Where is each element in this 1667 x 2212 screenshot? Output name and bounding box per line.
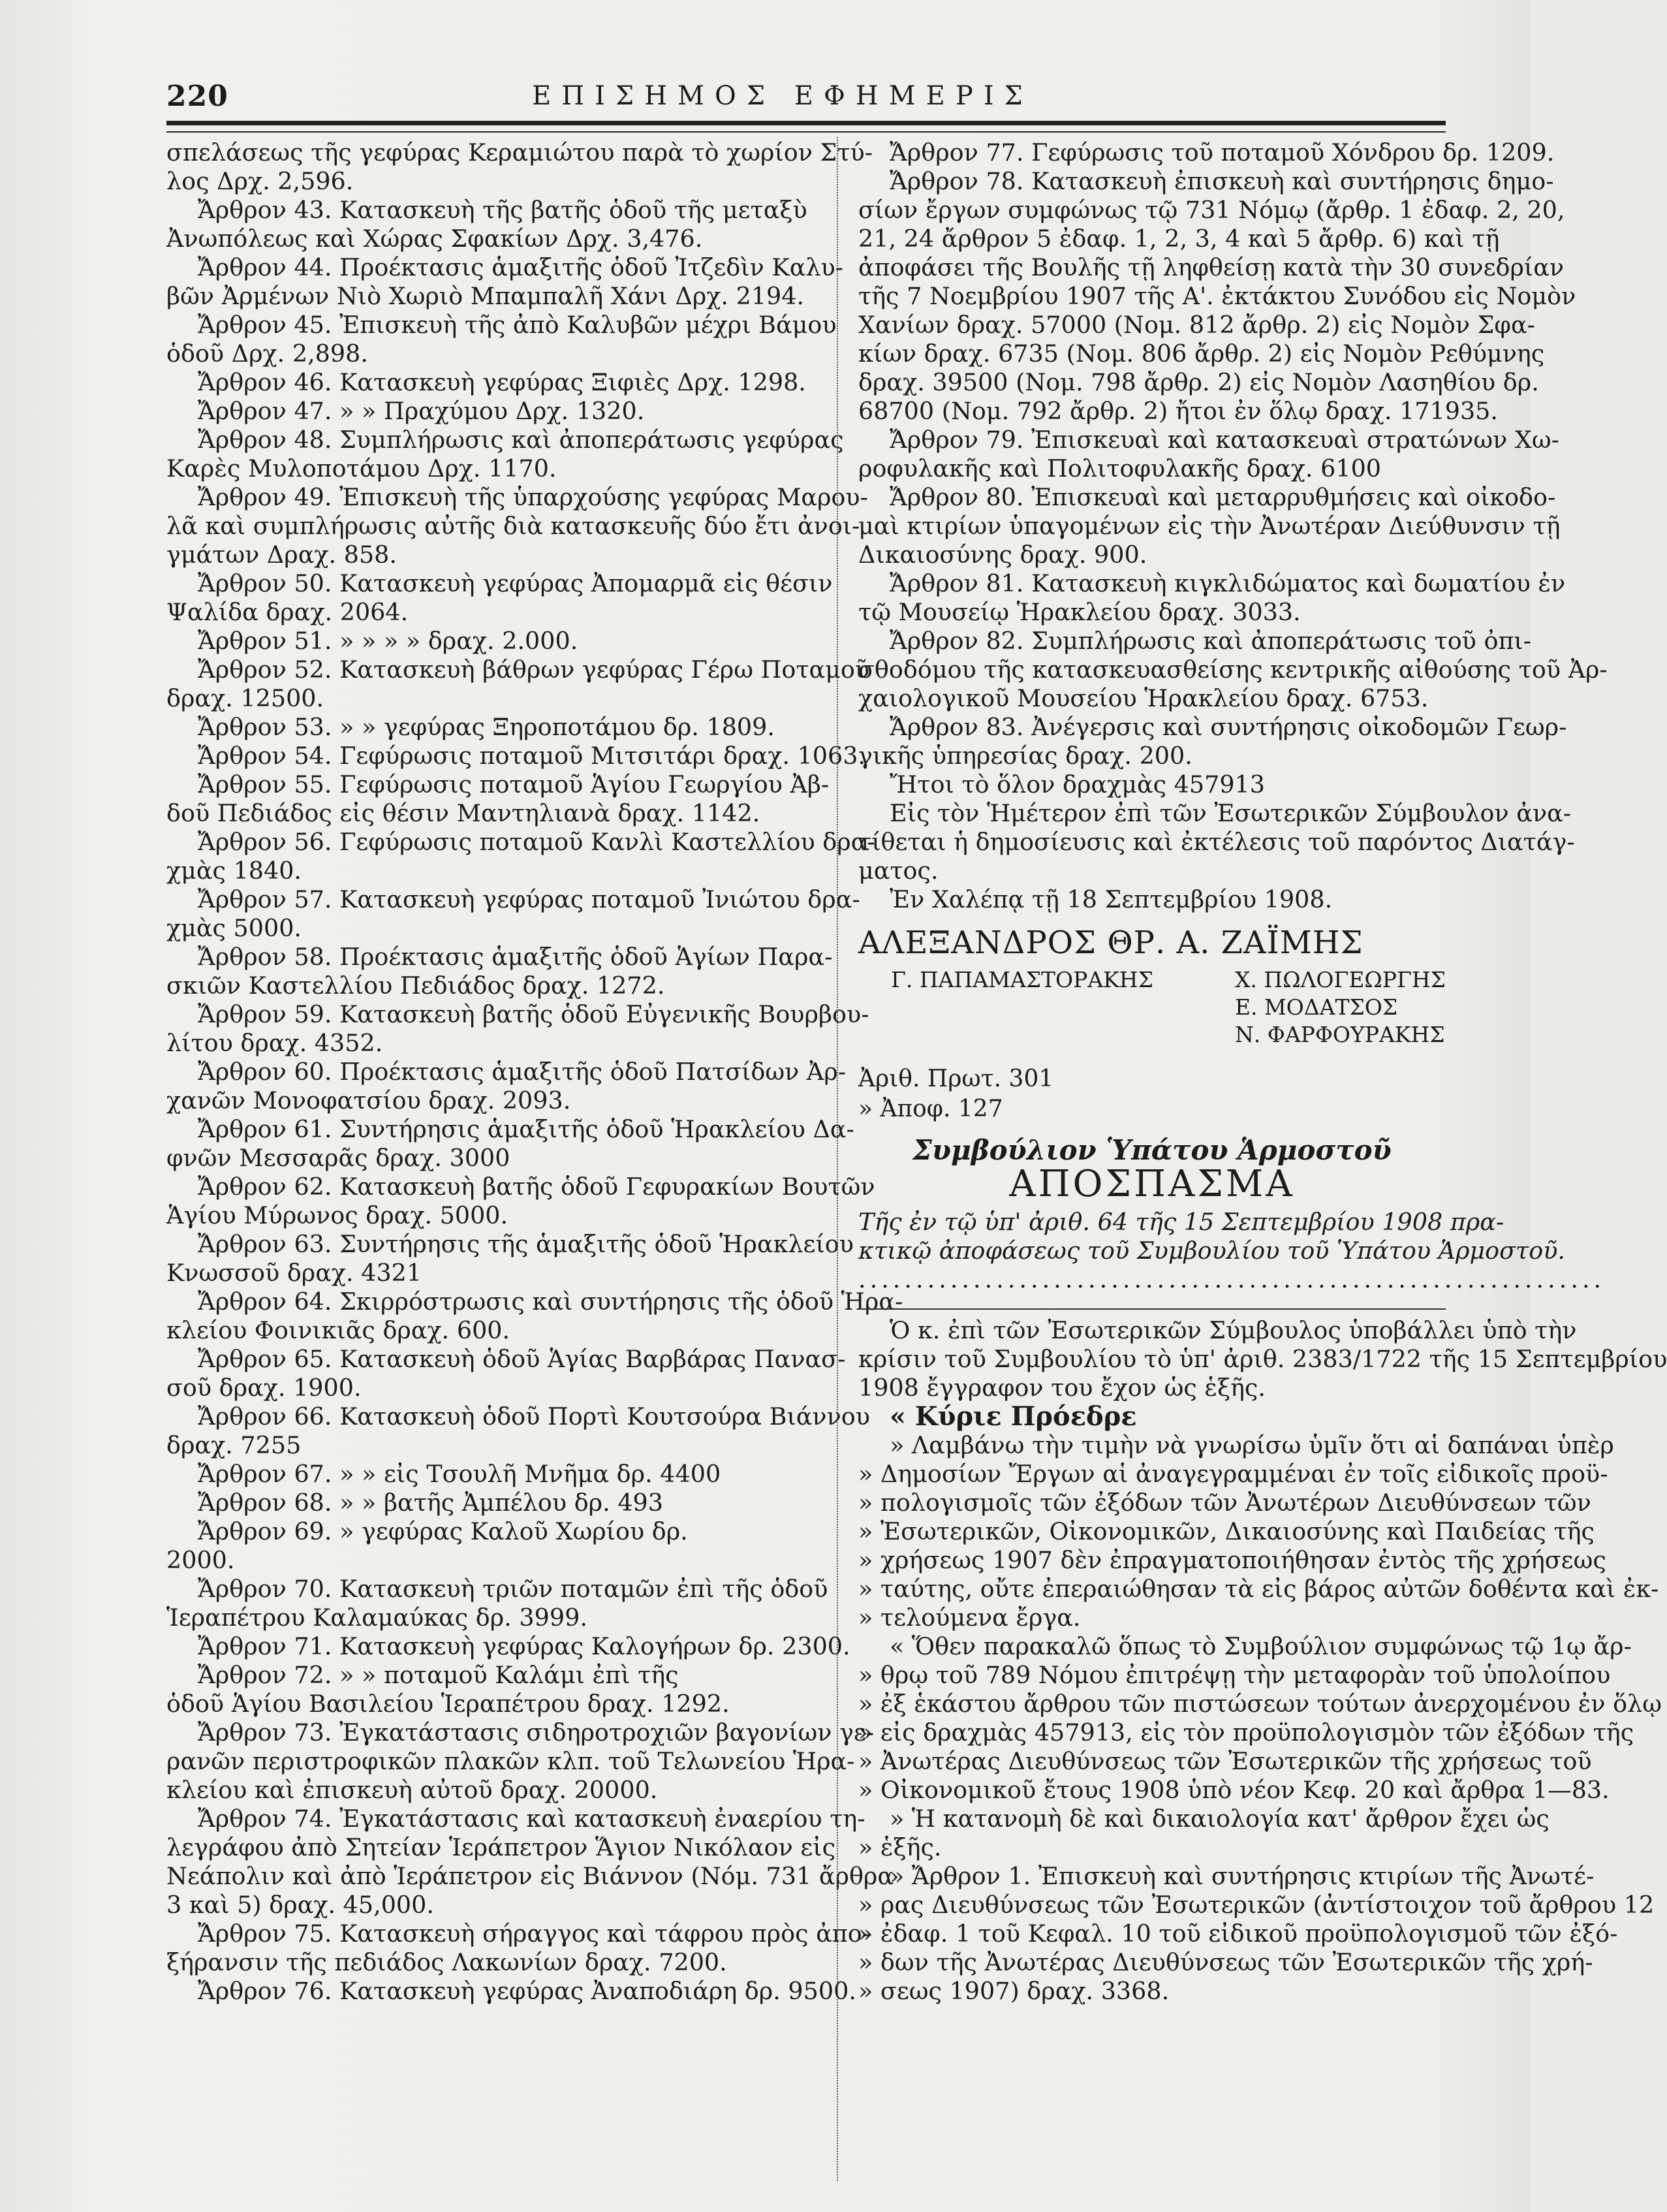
- page-number: 220: [166, 80, 228, 113]
- text-line: δραχ. 12500.: [166, 684, 324, 712]
- text-line: Νεάπολιν καὶ ἀπὸ Ἱεράπετρον εἰς Βιάννον (Νόμ. 731 ἄρθρα: [166, 1862, 894, 1890]
- text-line: Ἄρθρον 72. » » ποταμοῦ Καλάμι ἐπὶ τῆς: [198, 1661, 679, 1689]
- text-line: Ἱεραπέτρου Καλαμαύκας δρ. 3999.: [166, 1604, 587, 1632]
- text-line: Κνωσσοῦ δραχ. 4321: [166, 1259, 422, 1287]
- page-header: [166, 80, 1446, 125]
- signatory: Ε. ΜΟΔΑΤΣΟΣ: [1234, 994, 1398, 1020]
- text-line: Ἄρθρον 77. Γεφύρωσις τοῦ ποταμοῦ Χόνδρου δρ. 1209.: [890, 138, 1555, 166]
- text-line: φνῶν Μεσσαρᾶς δραχ. 3000: [166, 1144, 510, 1172]
- text-line: Ἄρθρον 75. Κατασκευὴ σήραγγος καὶ τάφρου πρὸς ἀπο-: [198, 1920, 871, 1948]
- text-line: Ἄρθρον 44. Προέκτασις ἁμαξιτῆς ὁδοῦ Ἰτζεδὶν Καλυ-: [198, 253, 843, 281]
- text-line: Ἀνωπόλεως καὶ Χώρας Σφακίων Δρχ. 3,476.: [166, 225, 703, 253]
- text-line: σπελάσεως τῆς γεφύρας Κεραμιώτου παρὰ τὸ χωρίον Στύ-: [166, 138, 873, 166]
- text-line: Ἄρθρον 63. Συντήρησις τῆς ἁμαξιτῆς ὁδοῦ Ἡρακλείου: [198, 1230, 854, 1258]
- text-line: Ἄρθρον 82. Συμπλήρωσις καὶ ἀποπεράτωσις τοῦ ὀπι-: [890, 627, 1532, 655]
- text-line: λος Δρχ. 2,596.: [166, 167, 354, 195]
- text-line: Ἄρθρον 65. Κατασκευὴ ὁδοῦ Ἁγίας Βαρβάρας Πανασ-: [198, 1345, 846, 1373]
- text-line: τῆς 7 Νοεμβρίου 1907 τῆς Α'. ἐκτάκτου Συνόδου εἰς Νομὸν: [858, 282, 1576, 310]
- text-line: σίων ἔργων συμφώνως τῷ 731 Νόμῳ (ἄρθρ. 1 ἐδαφ. 2, 20,: [858, 196, 1565, 224]
- text-line: σκιῶν Καστελλίου Πεδιάδος δραχ. 1272.: [166, 972, 665, 1000]
- text-line: » Ἀνωτέρας Διευθύνσεως τῶν Ἐσωτερικῶν τῆς χρήσεως τοῦ: [858, 1747, 1592, 1775]
- text-line: λίτου δραχ. 4352.: [166, 1029, 383, 1057]
- excerpt-body: [858, 1316, 1667, 1402]
- text-line: » τελούμενα ἔργα.: [858, 1604, 1081, 1632]
- letter-body: [858, 1431, 1662, 2006]
- text-line: 68700 (Νομ. 792 ἄρθρ. 2) ἤτοι ἐν ὅλῳ δραχ. 171935.: [858, 397, 1499, 425]
- excerpt-title: ΑΠΟΣΠΑΣΜΑ: [1009, 1163, 1295, 1205]
- text-line: σοῦ δραχ. 1900.: [166, 1374, 362, 1402]
- salutation: « Κύριε Πρόεδρε: [890, 1401, 1137, 1432]
- text-line: » ἐξ ἑκάστου ἄρθρου τῶν πιστώσεων τούτων ἀνερχομένου ἐν ὅλῳ: [858, 1690, 1662, 1718]
- text-line: μαὶ κτιρίων ὑπαγομένων εἰς τὴν Ἀνωτέραν Διεύθυνσιν τῇ: [858, 512, 1561, 540]
- signatories: [858, 966, 1446, 1049]
- text-line: Ἄρθρον 66. Κατασκευὴ ὁδοῦ Πορτὶ Κουτσούρα Βιάννου: [198, 1402, 870, 1430]
- text-line: » Ἐσωτερικῶν, Οἰκονομικῶν, Δικαιοσύνης καὶ Παιδείας τῆς: [858, 1517, 1595, 1545]
- text-line: λεγράφου ἀπὸ Σητείαν Ἱεράπετρον Ἅγιον Νικόλαον εἰς: [166, 1833, 836, 1861]
- header-rule: [166, 121, 1446, 133]
- text-line: χμὰς 5000.: [166, 914, 302, 942]
- text-line: Δικαιοσύνης δραχ. 900.: [858, 541, 1147, 569]
- text-line: Ἄρθρον 47. » » Πραχύμου Δρχ. 1320.: [198, 397, 645, 425]
- text-line: Ἄρθρον 61. Συντήρησις ἁμαξιτῆς ὁδοῦ Ἡρακλείου Δα-: [198, 1115, 854, 1143]
- text-line: « Ὅθεν παρακαλῶ ὅπως τὸ Συμβούλιον συμφώνως τῷ 1ῳ ἄρ-: [890, 1632, 1632, 1660]
- text-line: Ἄρθρον 78. Κατασκευὴ ἐπισκευὴ καὶ συντήρησις δημο-: [890, 167, 1554, 195]
- text-line: Ἄρθρον 49. Ἐπισκευὴ τῆς ὑπαρχούσης γεφύρας Μαρου-: [198, 483, 868, 511]
- text-line: τίθεται ἡ δημοσίευσις καὶ ἐκτέλεσις τοῦ παρόντος Διατάγ-: [858, 828, 1575, 856]
- excerpt-intro-line: Τῆς ἐν τῷ ὑπ' ἀριθ. 64 τῆς 15 Σεπτεμβρίου 1908 πρα-: [858, 1208, 1504, 1236]
- text-line: γικῆς ὑπηρεσίας δραχ. 200.: [858, 742, 1192, 770]
- text-line: βῶν Ἀρμένων Νιὸ Χωριὸ Μπαμπαλῆ Χάνι Δρχ. 2194.: [166, 282, 805, 310]
- text-line: κρίσιν τοῦ Συμβουλίου τὸ ὑπ' ἀριθ. 2383/1722 τῆς 15 Σεπτεμβρίου: [858, 1345, 1667, 1373]
- text-line: » χρήσεως 1907 δὲν ἐπραγματοποιήθησαν ἐντὸς τῆς χρήσεως: [858, 1546, 1606, 1574]
- column-divider: [837, 137, 838, 2181]
- right-articles: [858, 138, 1608, 914]
- text-line: σθοδόμου τῆς κατασκευασθείσης κεντρικῆς αἰθούσης τοῦ Ἀρ-: [858, 656, 1608, 684]
- text-line: » ρας Διευθύνσεως τῶν Ἐσωτερικῶν (ἀντίστοιχον τοῦ ἄρθρου 12: [858, 1891, 1655, 1919]
- text-line: 21, 24 ἄρθρον 5 ἐδαφ. 1, 2, 3, 4 καὶ 5 ἄρθρ. 6) καὶ τῇ: [858, 225, 1500, 253]
- text-line: Ὁ κ. ἐπὶ τῶν Ἐσωτερικῶν Σύμβουλος ὑποβάλλει ὑπὸ τὴν: [890, 1316, 1577, 1344]
- text-line: » σεως 1907) δραχ. 3368.: [858, 1977, 1170, 2005]
- text-line: Ἄρθρον 64. Σκιρρόστρωσις καὶ συντήρησις τῆς ὁδοῦ Ἡρα-: [198, 1288, 903, 1316]
- text-line: Ἄρθρον 59. Κατασκευὴ βατῆς ὁδοῦ Εὐγενικῆς Βουρβου-: [198, 1000, 869, 1028]
- text-line: Ἄρθρον 43. Κατασκευὴ τῆς βατῆς ὁδοῦ τῆς μεταξὺ: [198, 196, 807, 224]
- text-line: Ἄρθρον 73. Ἐγκατάστασις σιδηροτροχιῶν βαγονίων γε-: [198, 1718, 875, 1746]
- text-line: κλείου καὶ ἐπισκευὴ αὐτοῦ δραχ. 20000.: [166, 1776, 658, 1804]
- text-line: Ψαλίδα δραχ. 2064.: [166, 598, 409, 626]
- text-line: χαιολογικοῦ Μουσείου Ἡρακλείου δραχ. 6753.: [858, 684, 1429, 712]
- protocol-number: Ἀριθ. Πρωτ. 301: [858, 1066, 1054, 1092]
- text-line: Ἄρθρον 79. Ἐπισκευαὶ καὶ κατασκευαὶ στρατώνων Χω-: [890, 426, 1559, 454]
- text-line: Ἄρθρον 71. Κατασκευὴ γεφύρας Καλογήρων δρ. 2300.: [198, 1632, 850, 1660]
- text-line: » Ἡ κατανομὴ δὲ καὶ δικαιολογία κατ' ἄρθρον ἔχει ὡς: [890, 1805, 1550, 1833]
- text-line: » πολογισμοῖς τῶν ἐξόδων τῶν Ἀνωτέρων Διευθύνσεων τῶν: [858, 1489, 1591, 1517]
- text-line: Ἄρθρον 80. Ἐπισκευαὶ καὶ μεταρρυθμήσεις καὶ οἰκοδο-: [890, 483, 1556, 511]
- text-line: ρανῶν περιστροφικῶν πλακῶν κλπ. τοῦ Τελωνείου Ἡρα-: [166, 1747, 855, 1775]
- text-line: λᾶ καὶ συμπλήρωσις αὐτῆς διὰ κατασκευῆς δύο ἔτι ἀνοι-: [166, 512, 860, 540]
- text-line: Ἄρθρον 55. Γεφύρωσις ποταμοῦ Ἁγίου Γεωργίου Ἀβ-: [198, 770, 830, 798]
- dotted-separator: .................................................................: [858, 1265, 1606, 1293]
- signatories-left: [858, 966, 1153, 1049]
- text-line: » Οἰκονομικοῦ ἔτους 1908 ὑπὸ νέον Κεφ. 20 καὶ ἄρθρα 1—83.: [858, 1776, 1610, 1804]
- text-line: χμὰς 1840.: [166, 857, 302, 885]
- text-line: Ἐν Χαλέπᾳ τῇ 18 Σεπτεμβρίου 1908.: [890, 885, 1333, 913]
- text-line: Ἤτοι τὸ ὅλον δραχμὰς 457913: [890, 770, 1265, 798]
- text-line: Ἄρθρον 74. Ἐγκατάστασις καὶ κατασκευὴ ἐναερίου τη-: [198, 1805, 865, 1833]
- text-line: δραχ. 7255: [166, 1431, 302, 1459]
- text-line: ἀποφάσει τῆς Βουλῆς τῇ ληφθείσῃ κατὰ τὴν 30 συνεδρίαν: [858, 253, 1565, 281]
- text-line: Ἄρθρον 60. Προέκτασις ἁμαξιτῆς ὁδοῦ Πατσίδων Ἀρ-: [198, 1058, 847, 1086]
- text-line: » ἐδαφ. 1 τοῦ Κεφαλ. 10 τοῦ εἰδικοῦ προϋπολογισμοῦ τῶν ἐξό-: [858, 1920, 1618, 1948]
- text-line: » ταύτης, οὔτε ἐπεραιώθησαν τὰ εἰς βάρος αὐτῶν δοθέντα καὶ ἐκ-: [858, 1575, 1659, 1603]
- right-column: [858, 138, 1667, 2186]
- signatory: Γ. ΠΑΠΑΜΑΣΤΟΡΑΚΗΣ: [891, 967, 1153, 992]
- text-line: Ἄρθρον 83. Ἀνέγερσις καὶ συντήρησις οἰκοδομῶν Γεωρ-: [890, 713, 1567, 741]
- text-line: Ἄρθρον 45. Ἐπισκευὴ τῆς ἀπὸ Καλυβῶν μέχρι Βάμου: [198, 311, 837, 339]
- text-line: » Ἄρθρον 1. Ἐπισκευὴ καὶ συντήρησις κτιρίων τῆς Ἀνωτέ-: [890, 1862, 1595, 1890]
- text-line: Ἄρθρον 57. Κατασκευὴ γεφύρας ποταμοῦ Ἰνιώτου δρα-: [198, 885, 860, 913]
- text-line: Ἄρθρον 68. » » βατῆς Ἀμπέλου δρ. 493: [198, 1489, 663, 1517]
- text-line: Ἄρθρον 58. Προέκτασις ἁμαξιτῆς ὁδοῦ Ἁγίων Παρα-: [198, 943, 833, 971]
- text-line: δοῦ Πεδιάδος εἰς θέσιν Μαντηλιανὰ δραχ. 1142.: [166, 799, 760, 827]
- signatories-right: [1235, 966, 1446, 1049]
- text-line: δραχ. 39500 (Νομ. 798 ἄρθρ. 2) εἰς Νομὸν Λασηθίου δρ.: [858, 368, 1539, 396]
- text-line: κίων δραχ. 6735 (Νομ. 806 ἄρθρ. 2) εἰς Νομὸν Ρεθύμνης: [858, 340, 1545, 368]
- text-line: 3 καὶ 5) δραχ. 45,000.: [166, 1891, 434, 1919]
- text-line: » ἑξῆς.: [858, 1833, 942, 1861]
- text-line: 1908 ἔγγραφον του ἔχον ὡς ἑξῆς.: [858, 1374, 1266, 1402]
- text-line: ματος.: [858, 857, 939, 885]
- text-line: χανῶν Μονοφατσίου δραχ. 2093.: [166, 1086, 571, 1114]
- signatory: Ν. ΦΑΡΦΟΥΡΑΚΗΣ: [1234, 1022, 1445, 1047]
- text-line: Χανίων δραχ. 57000 (Νομ. 812 ἄρθρ. 2) εἰς Νομὸν Σφα-: [858, 311, 1535, 339]
- text-line: » θρῳ τοῦ 789 Νόμου ἐπιτρέψῃ τὴν μεταφορὰν τοῦ ὑπολοίπου: [858, 1661, 1611, 1689]
- text-line: ροφυλακῆς καὶ Πολιτοφυλακῆς δραχ. 6100: [858, 454, 1382, 482]
- journal-title: ΕΠΙΣΗΜΟΣ ΕΦΗΜΕΡΙΣ: [532, 81, 1033, 111]
- text-line: Ἁγίου Μύρωνος δραχ. 5000.: [166, 1201, 508, 1229]
- text-line: Ἄρθρον 56. Γεφύρωσις ποταμοῦ Κανλὶ Καστελλίου δρα-: [198, 828, 875, 856]
- text-line: Ἄρθρον 48. Συμπλήρωσις καὶ ἀποπεράτωσις γεφύρας: [198, 426, 844, 454]
- text-line: Ἄρθρον 54. Γεφύρωσις ποταμοῦ Μιτσιτάρι δραχ. 1063.: [198, 742, 866, 770]
- text-line: Ἄρθρον 51. » » » » δραχ. 2.000.: [198, 627, 578, 655]
- section-rule: [858, 1308, 1446, 1310]
- excerpt-intro-line: κτικῷ ἀποφάσεως τοῦ Συμβουλίου τοῦ Ὑπάτου Ἁρμοστοῦ.: [858, 1237, 1566, 1265]
- text-line: Ἄρθρον 62. Κατασκευὴ βατῆς ὁδοῦ Γεφυρακίων Βουτῶν: [198, 1173, 875, 1201]
- text-line: Ἄρθρον 70. Κατασκευὴ τριῶν ποταμῶν ἐπὶ τῆς ὁδοῦ: [198, 1575, 828, 1603]
- text-line: » εἰς δραχμὰς 457913, εἰς τὸν προϋπολογισμὸν τῶν ἐξόδων τῆς: [858, 1718, 1634, 1746]
- text-line: Ἄρθρον 67. » » εἰς Τσουλῆ Μνῆμα δρ. 4400: [198, 1460, 721, 1488]
- text-line: ὁδοῦ Δρχ. 2,898.: [166, 340, 368, 368]
- text-line: Ἄρθρον 53. » » γεφύρας Ξηροποτάμου δρ. 1809.: [198, 713, 775, 741]
- text-line: 2000.: [166, 1546, 235, 1574]
- text-line: ξήρανσιν τῆς πεδιάδος Λακωνίων δραχ. 7200.: [166, 1948, 727, 1976]
- text-line: Ἄρθρον 69. » γεφύρας Καλοῦ Χωρίου δρ.: [198, 1517, 688, 1545]
- text-line: » δων τῆς Ἀνωτέρας Διευθύνσεως τῶν Ἐσωτερικῶν τῆς χρή-: [858, 1948, 1593, 1976]
- text-line: Ἄρθρον 76. Κατασκευὴ γεφύρας Ἀναποδιάρη δρ. 9500.: [198, 1977, 856, 2005]
- text-line: Καρὲς Μυλοποτάμου Δρχ. 1170.: [166, 454, 557, 482]
- text-line: γμάτων Δραχ. 858.: [166, 541, 397, 569]
- council-title: Συμβούλιον Ὑπάτου Ἁρμοστοῦ: [912, 1134, 1392, 1166]
- decision-number: » Ἀποφ. 127: [858, 1096, 1003, 1122]
- text-line: κλείου Φοινικιᾶς δραχ. 600.: [166, 1316, 510, 1344]
- signatory: Χ. ΠΩΛΟΓΕΩΡΓΗΣ: [1234, 967, 1446, 992]
- text-line: Ἄρθρον 52. Κατασκευὴ βάθρων γεφύρας Γέρω Ποταμοῦ: [198, 656, 870, 684]
- text-line: » Δημοσίων Ἔργων αἱ ἀναγεγραμμέναι ἐν τοῖς εἰδικοῖς προϋ-: [858, 1460, 1608, 1488]
- text-line: » Λαμβάνω τὴν τιμὴν νὰ γνωρίσω ὑμῖν ὅτι αἱ δαπάναι ὑπὲρ: [890, 1431, 1614, 1459]
- text-line: Εἰς τὸν Ἡμέτερον ἐπὶ τῶν Ἐσωτερικῶν Σύμβουλον ἀνα-: [890, 799, 1572, 827]
- text-line: Ἄρθρον 46. Κατασκευὴ γεφύρας Ξιφιὲς Δρχ. 1298.: [198, 368, 806, 396]
- text-line: ὁδοῦ Ἁγίου Βασιλείου Ἱεραπέτρου δραχ. 1292.: [166, 1690, 730, 1718]
- text-line: Ἄρθρον 50. Κατασκευὴ γεφύρας Ἀπομαρμᾶ εἰς θέσιν: [198, 569, 833, 597]
- text-line: τῷ Μουσείῳ Ἡρακλείου δραχ. 3033.: [858, 598, 1301, 626]
- text-line: Ἄρθρον 81. Κατασκευὴ κιγκλιδώματος καὶ δωματίου ἐν: [890, 569, 1566, 597]
- signatory-main: ΑΛΕΞΑΝΔΡΟΣ ΘΡ. Α. ΖΑΪΜΗΣ: [858, 924, 1363, 961]
